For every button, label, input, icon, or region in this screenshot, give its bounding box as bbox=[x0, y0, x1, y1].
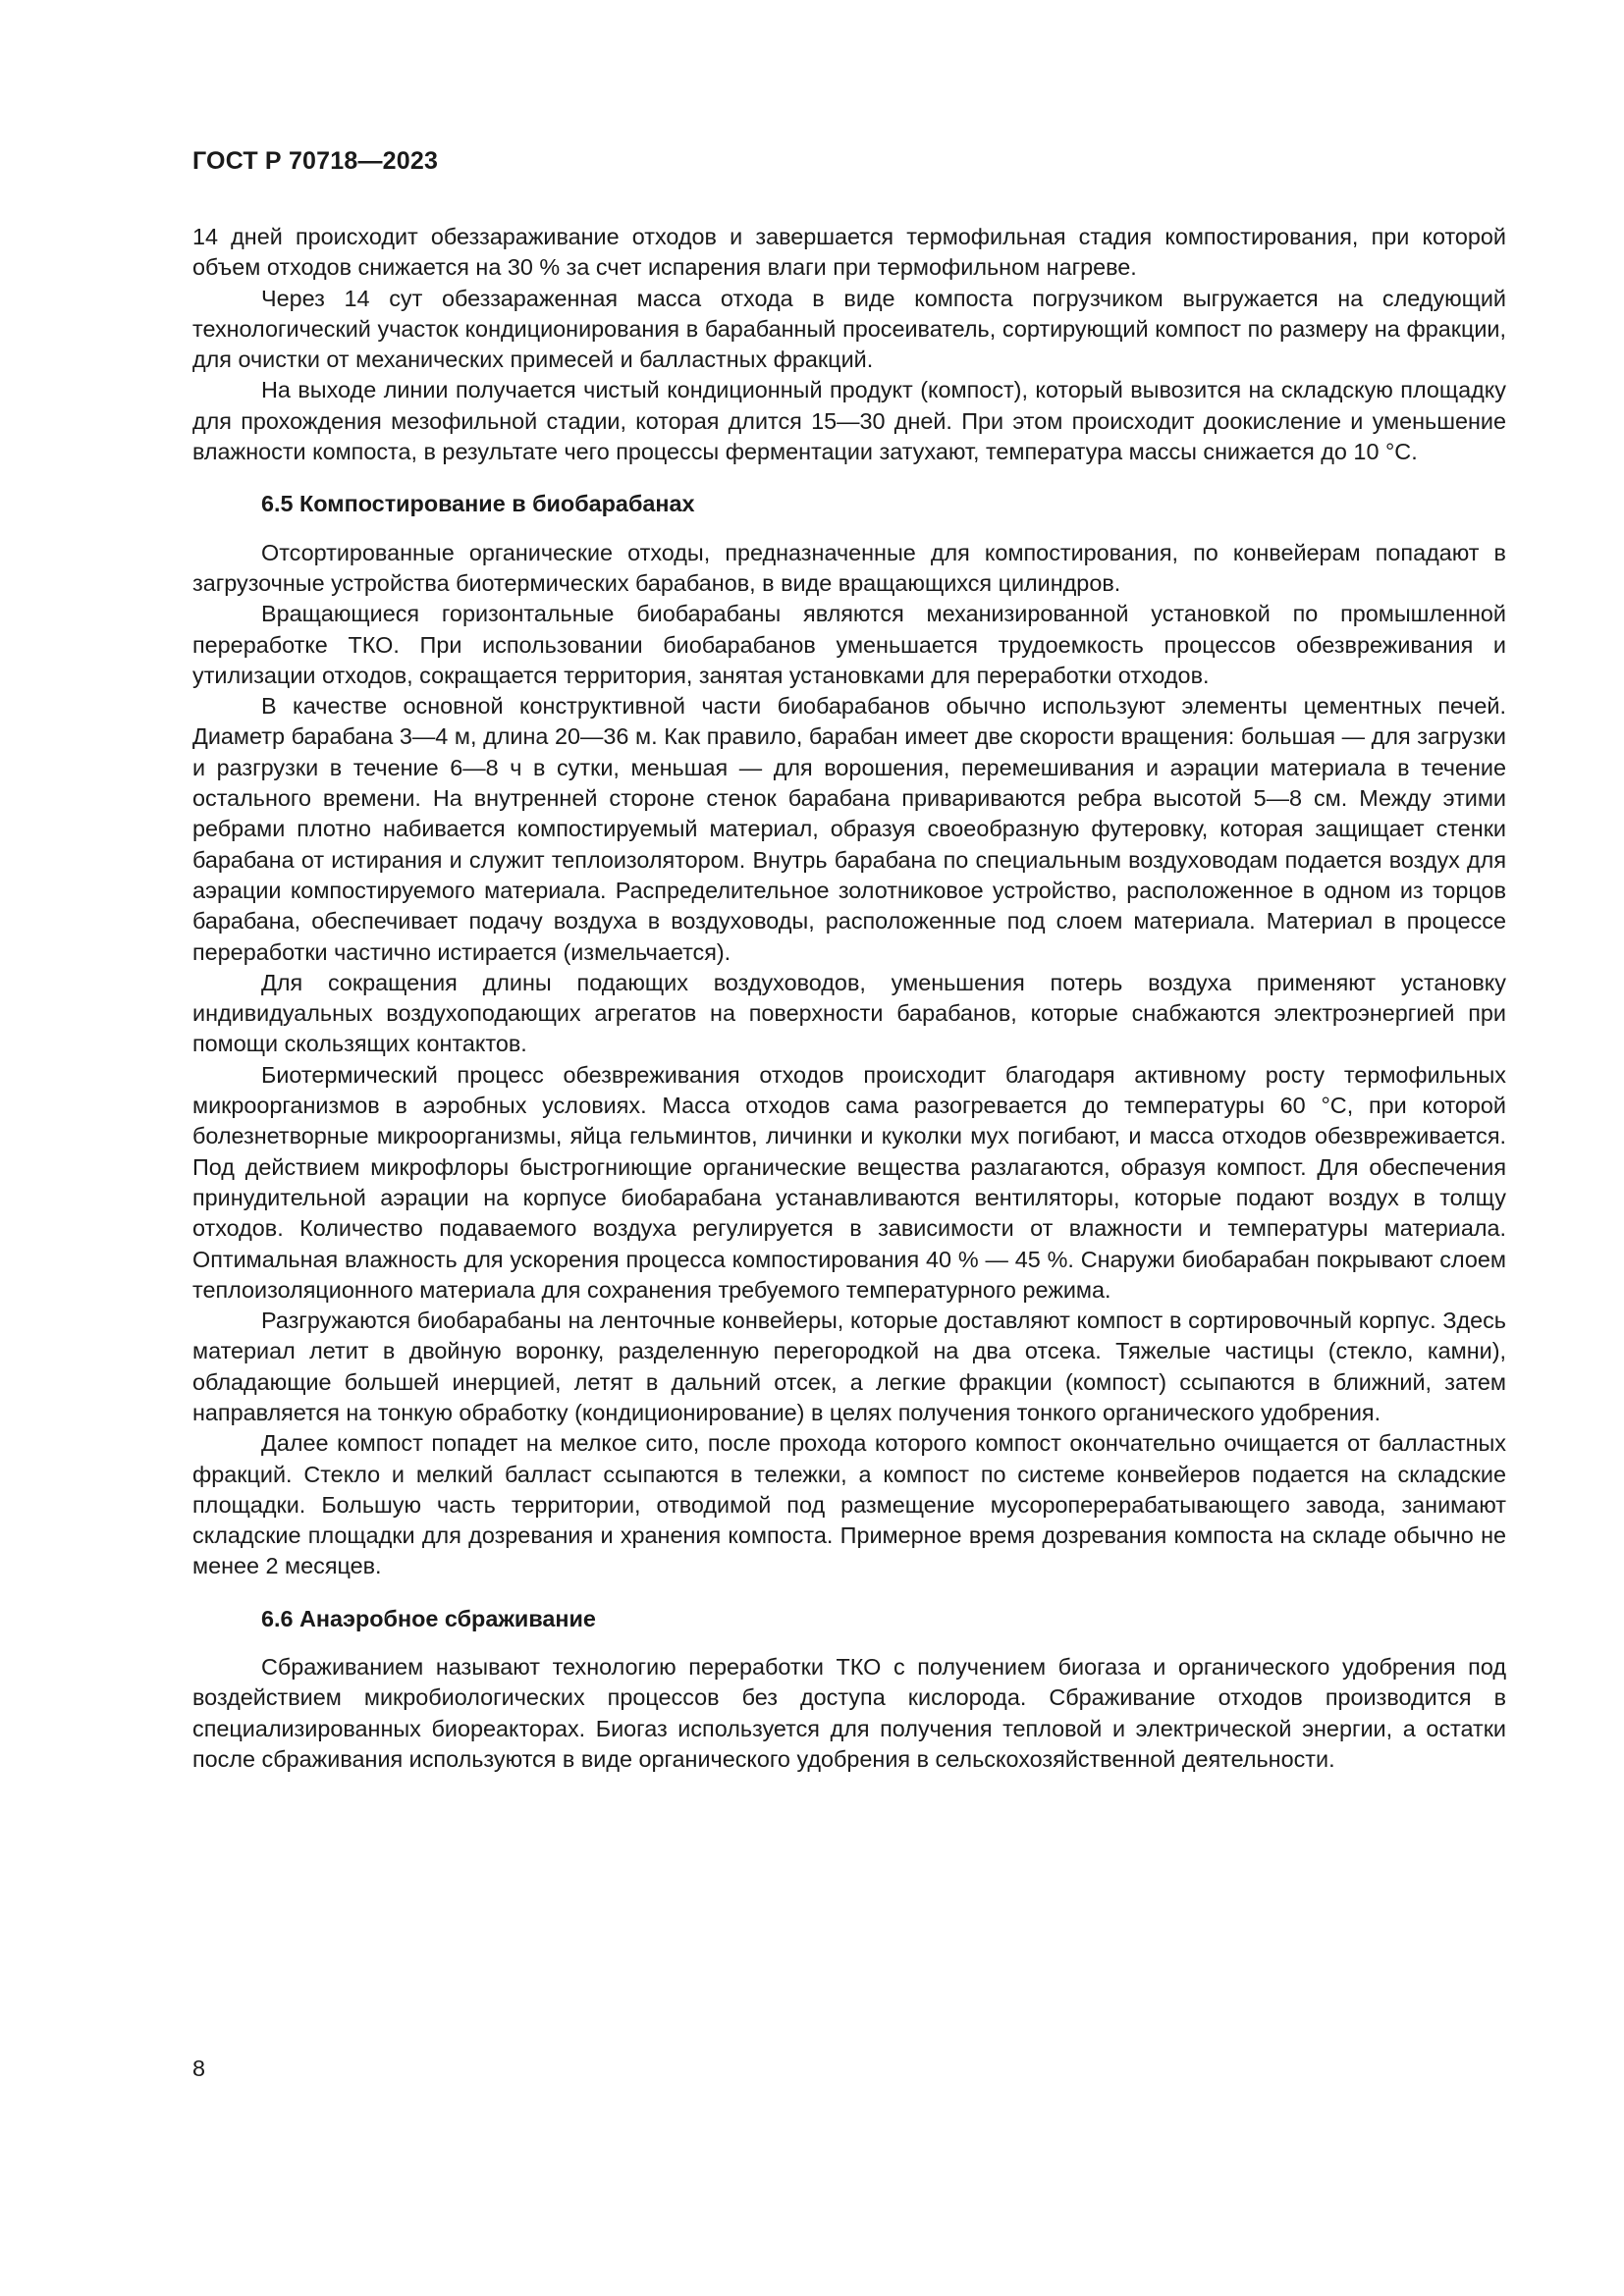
paragraph-continued: 14 дней происходит обеззараживание отходов и завершается термофильная стадия компостирования, при которой объем отходов снижается на 30 % за счет испарения влаги при термофильном нагреве. bbox=[192, 224, 1506, 281]
paragraph: В качестве основной конструктивной части биобарабанов обычно используют элементы цементных печей. Диаметр барабана 3—4 м, длина 20—36 м. Как правило, барабан имеет две скорости вращения: большая — для загрузки и разгрузки в течение 6—8 ч в сутки, меньшая — для ворошения, перемешивания и аэрации материала в течение остального времени. На внутренней стороне стенок барабана привариваются ребра высотой 5—8 см. Между этими ребрами плотно набивается компостируемый материал, образуя своеобразную футеровку, которая защищает стенки барабана от истирания и служит теплоизолятором. Внутрь барабана по специальным воздуховодам подается воздух для аэрации компостируемого материала. Распределительное золотниковое устройство, расположенное в одном из торцов барабана, обеспечивает подачу воздуха в воздуховоды, расположенные под слоем материала. Материал в процессе переработки частично истирается (измельчается). bbox=[192, 693, 1506, 965]
paragraph: Для сокращения длины подающих воздуховодов, уменьшения потерь воздуха применяют установку индивидуальных воздухоподающих агрегатов на поверхности барабанов, которые снабжаются электроэнергией при помощи скользящих контактов. bbox=[192, 969, 1506, 1057]
section-heading-6-6: 6.6 Анаэробное сбраживание bbox=[261, 1605, 596, 1631]
document-body bbox=[192, 222, 1506, 1775]
document-header: ГОСТ Р 70718—2023 bbox=[192, 147, 439, 175]
paragraph: Отсортированные органические отходы, предназначенные для компостирования, по конвейерам попадают в загрузочные устройства биотермических барабанов, в виде вращающихся цилиндров. bbox=[192, 539, 1506, 596]
paragraph: Разгружаются биобарабаны на ленточные конвейеры, которые доставляют компост в сортировочный корпус. Здесь материал летит в двойную воронку, разделенную перегородкой на два отсека. Тяжелые частицы (стекло, камни), обладающие большей инерцией, летят в дальний отсек, а легкие фракции (компост) ссыпаются в ближний, затем направляется на тонкую обработку (кондиционирование) в целях получения тонкого органического удобрения. bbox=[192, 1308, 1506, 1425]
paragraph: Вращающиеся горизонтальные биобарабаны являются механизированной установкой по промышленной переработке ТКО. При использовании биобарабанов уменьшается трудоемкость процессов обезвреживания и утилизации отходов, сокращается территория, занятая установками для переработки отходов. bbox=[192, 601, 1506, 688]
paragraph: Далее компост попадет на мелкое сито, после прохода которого компост окончательно очищается от балластных фракций. Стекло и мелкий балласт ссыпаются в тележки, а компост по системе конвейеров подается на складские площадки. Большую часть территории, отводимой под размещение мусороперерабатывающего завода, занимают складские площадки для дозревания и хранения компоста. Примерное время дозревания компоста на складе обычно не менее 2 месяцев. bbox=[192, 1430, 1506, 1579]
section-heading-6-5: 6.5 Компостирование в биобарабанах bbox=[261, 491, 695, 517]
paragraph: Сбраживанием называют технологию переработки ТКО с получением биогаза и органического удобрения под воздействием микробиологических процессов без доступа кислорода. Сбраживание отходов производится в специализированных биореакторах. Биогаз используется для получения тепловой и электрической энергии, а остатки после сбраживания используются в виде органического удобрения в сельскохозяйственной деятельности. bbox=[192, 1654, 1506, 1772]
paragraph: Через 14 сут обеззараженная масса отхода в виде компоста погрузчиком выгружается на следующий технологический участок кондиционирования в барабанный просеиватель, сортирующий компост по размеру на фракции, для очистки от механических примесей и балластных фракций. bbox=[192, 285, 1506, 373]
paragraph: Биотермический процесс обезвреживания отходов происходит благодаря активному росту термофильных микроорганизмов в аэробных условиях. Масса отходов сама разогревается до температуры 60 °С, при которой болезнетворные микроорганизмы, яйца гельминтов, личинки и куколки мух погибают, и масса отходов обезвреживается. Под действием микрофлоры быстрогниющие органические вещества разлагаются, образуя компост. Для обеспечения принудительной аэрации на корпусе биобарабана устанавливаются вентиляторы, которые подают воздух в толщу отходов. Количество подаваемого воздуха регулируется в зависимости от влажности и температуры материала. Оптимальная влажность для ускорения процесса компостирования 40 % — 45 %. Снаружи биобарабан покрывают слоем теплоизоляционного материала для сохранения требуемого температурного режима. bbox=[192, 1061, 1506, 1303]
page-number: 8 bbox=[192, 2056, 206, 2081]
paragraph: На выходе линии получается чистый кондиционный продукт (компост), который вывозится на складскую площадку для прохождения мезофильной стадии, которая длится 15—30 дней. При этом происходит доокисление и уменьшение влажности компоста, в результате чего процессы ферментации затухают, температура массы снижается до 10 °С. bbox=[192, 377, 1506, 465]
